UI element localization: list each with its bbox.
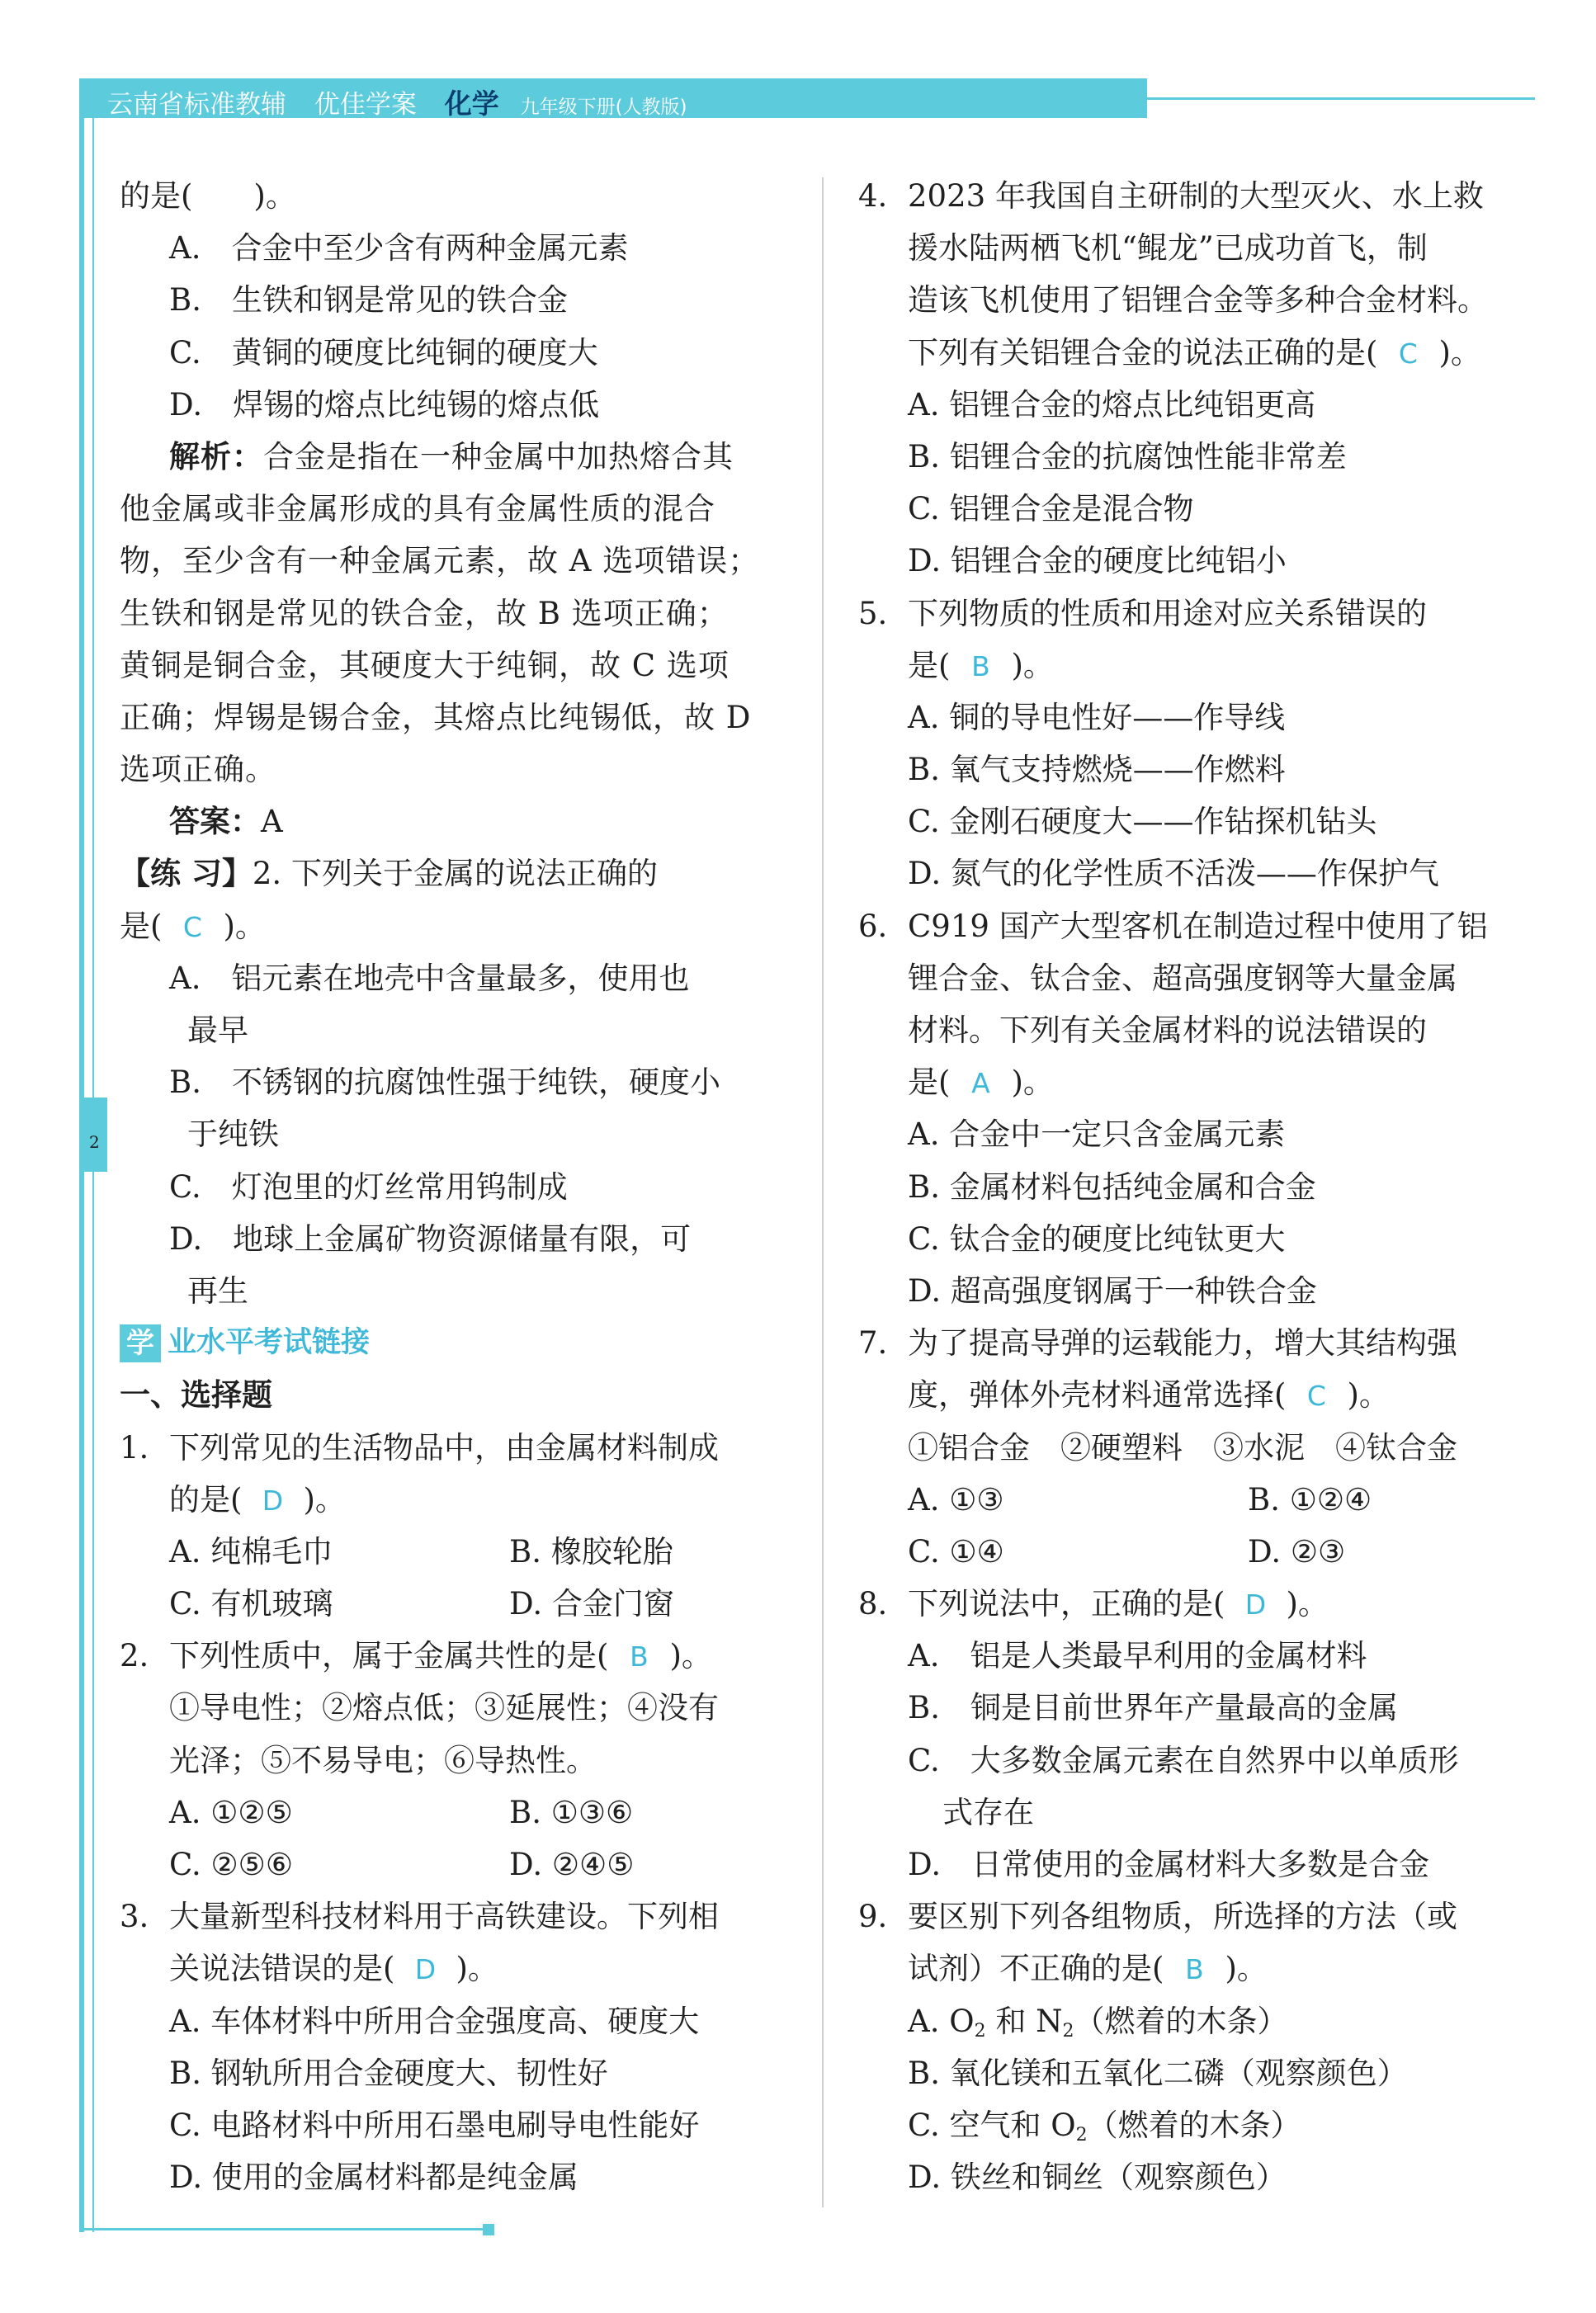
- header-series: 云南省标准教辅: [107, 90, 286, 120]
- option-d: D. ②④⑤: [509, 1847, 635, 1882]
- text-line: 造该飞机使用了铝锂合金等多种合金材料。: [908, 282, 1488, 319]
- option-d: D. 地球上金属矿物资源储量有限，可: [169, 1220, 692, 1257]
- page-number: 2: [89, 1132, 100, 1152]
- analysis-text: 合金是指在一种金属中加热熔合其: [263, 438, 734, 474]
- handwritten-answer: D: [414, 1953, 437, 1986]
- option-row: [120, 1578, 788, 1630]
- answer-label: 答案：: [169, 803, 261, 840]
- handwritten-answer: B: [971, 649, 990, 682]
- question-5: 5. 下列物质的性质和用途对应关系错误的: [858, 595, 1427, 631]
- option-a: A. ①③: [908, 1481, 1004, 1518]
- option-d: D. 铝锂合金的硬度比纯铝小: [908, 543, 1287, 579]
- text-line: 锂合金、钛合金、超高强度钢等大量金属: [908, 960, 1457, 996]
- text-line: 光泽；⑤不易导电；⑥导热性。: [169, 1742, 597, 1778]
- handwritten-answer: D: [262, 1484, 284, 1517]
- frame-corner-square: [483, 2224, 494, 2235]
- option-d: D. 铁丝和铜丝（观察颜色）: [908, 2160, 1287, 2196]
- analysis-line: 生铁和钢是常见的铁合金，故 B 选项正确；: [120, 595, 729, 631]
- handwritten-answer: D: [1244, 1588, 1267, 1621]
- option-d: D. ②③: [1248, 1533, 1346, 1570]
- option-a: A. ①②⑤: [169, 1794, 293, 1830]
- option-b: B. 钢轨所用合金硬度大、韧性好: [169, 2055, 608, 2091]
- text-line: 度，弹体外壳材料通常选择( C )。: [858, 1369, 1535, 1421]
- question-1: 1. 下列常见的生活物品中，由金属材料制成: [120, 1429, 719, 1466]
- column-divider: [822, 177, 824, 2207]
- analysis-line: 黄铜是铜合金，其硬度大于纯铜，故 C 选项: [120, 647, 730, 683]
- handwritten-answer: C: [1398, 337, 1418, 370]
- option-a: A. 合金中至少含有两种金属元素: [169, 230, 629, 267]
- option-b: B. 橡胶轮胎: [509, 1533, 673, 1570]
- option-b: B. ①③⑥: [509, 1794, 634, 1830]
- text-line: ①导电性；②熔点低；③延展性；④没有: [169, 1690, 719, 1726]
- option-row: [120, 1526, 788, 1578]
- option-d: D. 焊锡的熔点比纯锡的熔点低: [169, 386, 600, 422]
- question-9: 9. 要区别下列各组物质，所选择的方法（或: [858, 1899, 1457, 1935]
- option-b: B. 铜是目前世界年产量最高的金属: [908, 1690, 1398, 1726]
- option-a: A. 合金中一定只含金属元素: [908, 1116, 1286, 1153]
- option-b: B. 金属材料包括纯金属和合金: [908, 1168, 1316, 1205]
- question-2: 2. 下列性质中，属于金属共性的是( B )。: [120, 1630, 788, 1682]
- header-rule: [1147, 97, 1535, 100]
- question-6: 6. C919 国产大型客机在制造过程中使用了铝: [858, 908, 1488, 944]
- option-a: A. 铝锂合金的熔点比纯铝更高: [908, 386, 1316, 422]
- option-b: B. 铝锂合金的抗腐蚀性能非常差: [908, 438, 1347, 474]
- option-d: D. 氮气的化学性质不活泼——作保护气: [908, 856, 1439, 892]
- option-b: B. 不锈钢的抗腐蚀性强于纯铁，硬度小: [169, 1064, 720, 1101]
- section-title: 业水平考试链接: [168, 1326, 371, 1360]
- option-row: [120, 1787, 788, 1839]
- option-d: D. 合金门窗: [509, 1586, 674, 1622]
- header-text: [107, 83, 707, 121]
- option-c: C. 黄铜的硬度比纯铜的硬度大: [169, 334, 598, 371]
- text-line: 下列有关铝锂合金的说法正确的是( C )。: [858, 327, 1535, 379]
- option-d: D. 超高强度钢属于一种铁合金: [908, 1272, 1317, 1309]
- option-continuation: 于纯铁: [187, 1116, 279, 1153]
- question-3: 3. 大量新型科技材料用于高铁建设。下列相: [120, 1899, 719, 1935]
- question-7: 7. 为了提高导弹的运载能力，增大其结构强: [858, 1325, 1457, 1362]
- option-a: A. $O_2$ 和 $N_2$（燃着的木条）: [908, 2003, 1288, 2042]
- option-a: A. 铝元素在地壳中含量最多，使用也: [169, 960, 690, 996]
- option-c: C. 电路材料中所用石墨电刷导电性能好: [169, 2107, 700, 2143]
- analysis-line: 他金属或非金属形成的具有金属性质的混合: [120, 491, 715, 527]
- text-line: 试剂）不正确的是( B )。: [858, 1942, 1535, 1994]
- text-line: 是( C )。: [120, 900, 788, 952]
- option-d: D. 日常使用的金属材料大多数是合金: [908, 1847, 1430, 1882]
- option-a: A. 铝是人类最早利用的金属材料: [908, 1638, 1367, 1674]
- header-subject: 化学: [444, 87, 499, 120]
- question-8: 8. 下列说法中，正确的是( D )。: [858, 1578, 1535, 1630]
- analysis-line: 物，至少含有一种金属元素，故 A 选项错误；: [120, 543, 760, 579]
- text-line: 的是( D )。: [120, 1474, 788, 1526]
- practice-line: [120, 847, 788, 899]
- handwritten-answer: B: [1185, 1953, 1204, 1986]
- option-b: B. ①②④: [1248, 1481, 1372, 1518]
- bottom-frame-line: [79, 2228, 492, 2230]
- text-line: 材料。下列有关金属材料的说法错误的: [908, 1013, 1427, 1048]
- text-line: 是( A )。: [858, 1056, 1535, 1108]
- header-grade: 九年级下册(人教版): [520, 97, 687, 118]
- analysis-line: 选项正确。: [120, 752, 276, 788]
- handwritten-answer: B: [630, 1640, 649, 1673]
- option-b: B. 生铁和钢是常见的铁合金: [169, 282, 568, 319]
- option-c: C. 空气和 $O_2$（燃着的木条）: [908, 2107, 1301, 2145]
- text-line: 关说法错误的是( D )。: [120, 1942, 788, 1994]
- text-line: 的是( )。: [120, 178, 296, 214]
- handwritten-answer: C: [1306, 1380, 1326, 1413]
- option-a: A. 纯棉毛巾: [169, 1533, 333, 1570]
- option-continuation: 式存在: [942, 1794, 1034, 1830]
- option-b: B. 氧化镁和五氧化二磷（观察颜色）: [908, 2055, 1408, 2091]
- option-c: C. 铝锂合金是混合物: [908, 491, 1194, 527]
- text-line: ①铝合金 ②硬塑料 ③水泥 ④钛合金: [908, 1429, 1457, 1466]
- handwritten-answer: C: [182, 910, 202, 943]
- option-a: A. 车体材料中所用合金强度高、硬度大: [169, 2003, 700, 2039]
- handwritten-answer: A: [971, 1067, 990, 1100]
- option-c: C. 有机玻璃: [169, 1586, 333, 1622]
- analysis-label: 解析：: [169, 437, 263, 474]
- option-row: [120, 1839, 788, 1891]
- option-continuation: 再生: [187, 1272, 248, 1309]
- analysis-line: [120, 431, 788, 483]
- option-a: A. 铜的导电性好——作导线: [908, 699, 1286, 735]
- option-c: C. 钛合金的硬度比纯钛更大: [908, 1220, 1286, 1257]
- left-column: [120, 170, 788, 2203]
- section-heading: 一、选择题: [120, 1376, 272, 1414]
- option-c: C. ①④: [908, 1533, 1004, 1570]
- option-c: C. 大多数金属元素在自然界中以单质形: [908, 1742, 1459, 1778]
- practice-label: 【练 习】: [120, 855, 253, 892]
- text-line: 是( B )。: [858, 640, 1535, 692]
- option-c: C. ②⑤⑥: [169, 1847, 294, 1882]
- option-c: C. 金刚石硬度大——作钻探机钻头: [908, 804, 1377, 840]
- answer-value: A: [261, 804, 283, 840]
- question-4: 4. 2023 年我国自主研制的大型灭火、水上救: [858, 178, 1484, 214]
- option-row: [858, 1526, 1535, 1578]
- section-banner: [120, 1317, 788, 1369]
- header-book: 优佳学案: [314, 90, 417, 120]
- answer-line: [120, 795, 788, 847]
- section-icon: 学: [120, 1324, 161, 1362]
- option-d: D. 使用的金属材料都是纯金属: [169, 2160, 578, 2196]
- right-column: [858, 170, 1535, 2203]
- option-b: B. 氧气支持燃烧——作燃料: [908, 752, 1286, 788]
- text-line: 援水陆两栖飞机“鲲龙”已成功首飞，制: [908, 230, 1428, 267]
- option-row: [858, 1474, 1535, 1526]
- practice-text: 2. 下列关于金属的说法正确的: [252, 856, 658, 892]
- option-c: C. 灯泡里的灯丝常用钨制成: [169, 1168, 568, 1205]
- analysis-line: 正确；焊锡是锡合金，其熔点比纯锡低，故 D: [120, 699, 752, 735]
- option-continuation: 最早: [187, 1013, 248, 1048]
